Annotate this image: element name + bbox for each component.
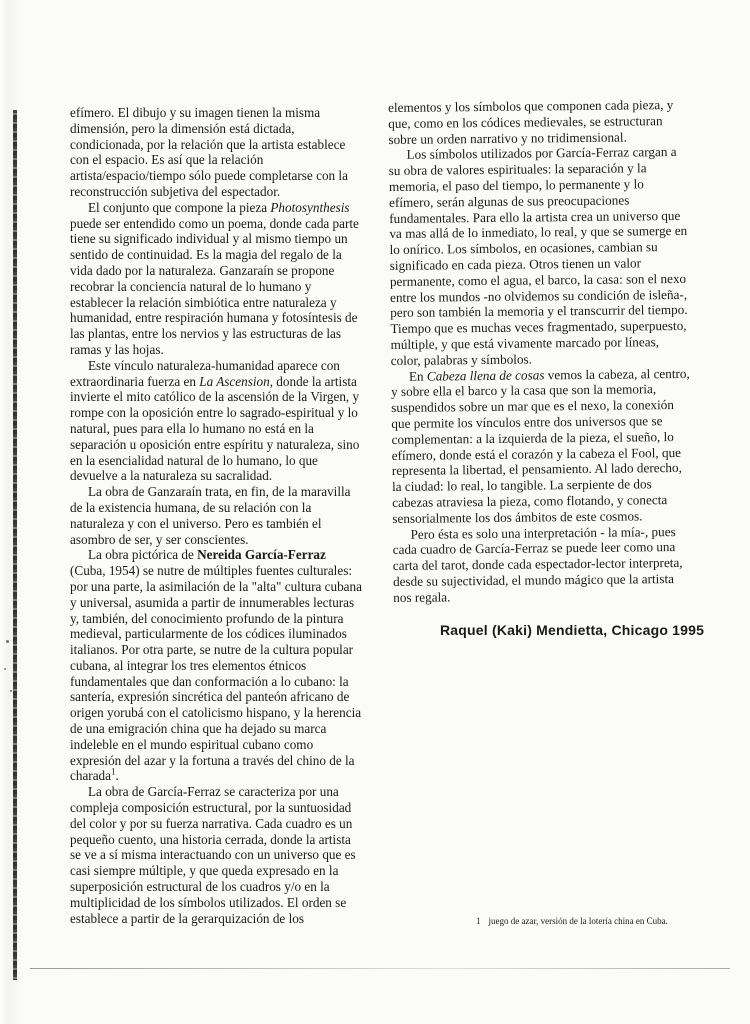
binding-edge	[0, 0, 22, 1024]
footnote-reference: 1	[111, 767, 116, 778]
footnote	[476, 916, 726, 927]
bottom-rule	[30, 968, 730, 969]
footnote-text: juego de azar, versión de la lotería china en Cuba.	[488, 916, 668, 926]
paragraph: efímero. El dibujo y su imagen tienen la misma dimensión, pero la dimensión está dictada, condicionada, por la relación que la artista establece con el espacio. Es así que la relación artista/espacio/tiempo sólo puede completarse con la reconstrucción subjetiva del espectador.	[70, 105, 348, 199]
paragraph: El conjunto que compone la pieza Photosynthesis puede ser entendido como un poema, donde cada parte tiene su significado individual y al mismo tiempo un sentido de continuidad. Es la magia del regalo de la vida dado por la naturaleza. Ganzaraín se propone recobrar la conciencia natural de lo humano y establecer la relación simbiótica entre naturaleza y humanidad, entre respiración humana y fotosíntesis de las plantas, entre los nervios y las estructuras de las ramas y las hojas.	[70, 199, 359, 357]
left-column	[70, 105, 362, 926]
paragraph: Este vínculo naturaleza-humanidad aparece con extraordinaria fuerza en La Ascension, donde la artista invierte el mito católico de la ascensión de la Virgen, y rompe con la oposición entre lo sagrado-espiritual y lo natural, pues para ella lo humano no está en la separación u oposición entre espíritu y naturaleza, sino en la esencialidad natural de lo humano, lo que devuelve a la naturaleza su sacralidad.	[70, 357, 360, 484]
author-signature: Raquel (Kaki) Mendietta, Chicago 1995	[440, 622, 705, 638]
paragraph: Pero ésta es solo una interpretación - la mía-, pues cada cuadro de García-Ferraz se puede leer como una carta del tarot, donde cada espectador-lector interpreta, desde su sujectividad, el mundo mágico que la artista nos regala.	[392, 523, 683, 605]
paragraph: Los símbolos utilizados por García-Ferraz cargan a su obra de valores espirituales: la separación y la memoria, el paso del tiempo, lo permanente y lo efímero, serán algunas de sus preocupaciones fundamentales. Para ello la artista crea un universo que va mas allá de lo inmediato, lo real, y que se sumerge en lo onírico. Los símbolos, en ocasiones, cambian su significado en cada pieza. Otros tienen un valor permanente, como el agua, el barco, la casa: son el nexo entre los mundos -no olvidemos su condición de isleña-, pero son también la memoria y el transcurrir del tiempo. Tiempo que es muchas veces fragmentado, superpuesto, múltiple, y que está vivamente marcado por líneas, color, palabras y símbolos.	[388, 144, 688, 368]
artwork-title: Photosynthesis	[270, 199, 350, 215]
artwork-title: La Ascension	[199, 373, 270, 389]
paragraph: elementos y los símbolos que componen cada pieza, y que, como en los códices medievales, se estructuran sobre un orden narrativo y no tridimensional.	[388, 97, 674, 147]
scan-speck	[10, 690, 12, 692]
scan-speck	[4, 668, 6, 670]
paragraph: La obra de García-Ferraz se caracteriza por una compleja composición estructural, por la suntuosidad del color y por su fuerza narrativa. Cada cuadro es un pequeño cuento, una historia cerrada, donde la artista se ve a sí misma interactuando con un universo que es casi siempre múltiple, y que queda expresado en la superposición estructural de los cuadros y/o en la multiplicidad de los símbolos utilizados. El orden se establece a partir de la gerarquización de los	[70, 784, 356, 926]
artwork-title: Cabeza llena de cosas	[426, 366, 545, 384]
paragraph: La obra pictórica de Nereida García-Ferraz (Cuba, 1954) se nutre de múltiples fuentes culturales: por una parte, la asimilación de la "alta" cultura cubana y universal, asumida a partir de innumerables lecturas y, también, del conocimiento profundo de la pintura medieval, particularmente de los códices iluminados italianos. Por otra parte, se nutre de la cultura popular cubana, al integrar los tres elementos étnicos fundamentales que dan conformación a lo cubano: la santería, expresión sincrética del panteón africano de origen yorubá con el catolicismo hispano, y la herencia de una emigración china que ha dejado su marca indeleble en el mundo espiritual cubano como expresión del azar y la fortuna a través del chino de la charada$^1$.	[70, 547, 362, 784]
paragraph: La obra de Ganzaraín trata, en fin, de la maravilla de la existencia humana, de su relación con la naturaleza y con el universo. Pero es también el asombro de ser, y ser conscientes.	[70, 484, 351, 547]
scan-speck	[6, 640, 9, 643]
artist-name: Nereida García-Ferraz	[197, 547, 326, 563]
right-column	[388, 97, 693, 606]
paragraph: En Cabeza llena de cosas vemos la cabeza, al centro, y sobre ella el barco y la casa que son la memoria, suspendidos sobre un mar que es el nexo, la conexión que permite los vínculos entre dos universos que se complementan: a la izquierda de la pieza, el sueño, lo efímero, donde está el corazón y la cabeza el Fool, que representa la libertad, el pensamiento. Al lado derecho, la ciudad: lo real, lo tangible. La serpiente de dos cabezas atraviesa la pieza, como flotando, y conecta sensorialmente los dos ámbitos de este cosmos.	[390, 365, 690, 526]
footnote-mark: 1	[476, 916, 481, 926]
